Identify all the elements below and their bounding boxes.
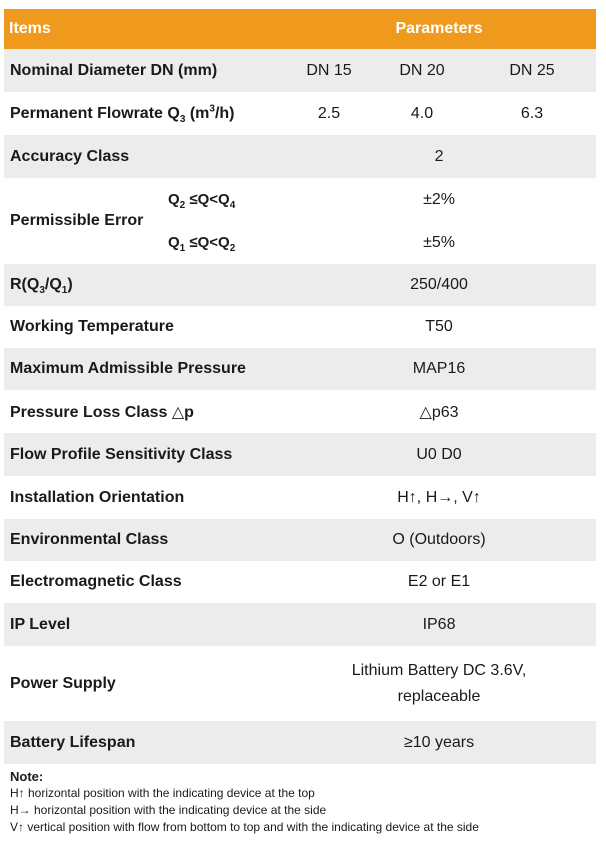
- row-value: H↑, H→, V↑: [282, 476, 596, 519]
- row-accuracy-class: [4, 135, 596, 178]
- row-label: Maximum Admissible Pressure: [4, 348, 282, 390]
- row-label: Installation Orientation: [4, 476, 282, 519]
- value-dn20: DN 20: [376, 49, 468, 92]
- row-value: ≥10 years: [282, 721, 596, 764]
- value-dn25: 6.3: [468, 92, 596, 135]
- row-value: 2: [282, 135, 596, 178]
- row-value: ±5%: [282, 221, 596, 264]
- row-label: Power Supply: [4, 646, 282, 721]
- row-label: Permanent Flowrate $Q_3$ $(m^3/h)$: [4, 92, 282, 135]
- row-pressure-loss: [4, 390, 596, 433]
- row-value: O (Outdoors): [282, 519, 596, 561]
- note-line: V↑ vertical position with flow from bottom to top and with the indicating device at the side: [10, 820, 479, 834]
- row-label: Electromagnetic Class: [4, 561, 282, 603]
- row-label: Working Temperature: [4, 306, 282, 348]
- value-dn20: 4.0: [376, 92, 468, 135]
- row-permissible-error-1: [4, 178, 596, 221]
- row-permanent-flowrate: [4, 92, 596, 135]
- row-installation-orientation: [4, 476, 596, 519]
- row-value: IP68: [282, 603, 596, 646]
- header-row: [4, 9, 596, 49]
- row-label: Permissible Error: [4, 178, 164, 264]
- row-ratio: [4, 264, 596, 306]
- row-value: E2 or E1: [282, 561, 596, 603]
- note-title: Note:: [10, 769, 44, 784]
- row-electromagnetic-class: [4, 561, 596, 603]
- row-label: $R(Q_3/Q_1)$: [4, 264, 282, 306]
- row-label: Flow Profile Sensitivity Class: [4, 433, 282, 476]
- row-label: Environmental Class: [4, 519, 282, 561]
- row-value: U0 D0: [282, 433, 596, 476]
- sub-condition-1: $Q_2 \le Q<Q_4$: [164, 178, 282, 221]
- parameters-table: [4, 9, 596, 764]
- row-max-pressure: [4, 348, 596, 390]
- row-value: Lithium Battery DC 3.6V, replaceable: [282, 646, 596, 721]
- row-label: Accuracy Class: [4, 135, 282, 178]
- row-label: Battery Lifespan: [4, 721, 282, 764]
- sub-condition-2: $Q_1 \le Q<Q_2$: [164, 221, 282, 264]
- row-power-supply: [4, 646, 596, 721]
- row-ip-level: [4, 603, 596, 646]
- row-value: △p63: [282, 390, 596, 433]
- row-label: IP Level: [4, 603, 282, 646]
- row-value: 250/400: [282, 264, 596, 306]
- row-value: ±2%: [282, 178, 596, 221]
- header-parameters: Parameters: [282, 9, 596, 49]
- note-line: H↑ horizontal position with the indicating device at the top: [10, 786, 315, 800]
- value-dn15: DN 15: [282, 49, 376, 92]
- header-items: Items: [4, 9, 282, 49]
- row-label: Pressure Loss Class △p: [4, 390, 282, 433]
- row-battery-lifespan: [4, 721, 596, 764]
- value-dn25: DN 25: [468, 49, 596, 92]
- row-flow-profile: [4, 433, 596, 476]
- value-dn15: 2.5: [282, 92, 376, 135]
- row-value: T50: [282, 306, 596, 348]
- row-label: Nominal Diameter DN (mm): [4, 49, 282, 92]
- row-value: MAP16: [282, 348, 596, 390]
- row-nominal-diameter: [4, 49, 596, 92]
- row-working-temperature: [4, 306, 596, 348]
- note-block: [10, 768, 479, 836]
- row-environmental-class: [4, 519, 596, 561]
- note-line: H→ horizontal position with the indicating device at the side: [10, 803, 327, 817]
